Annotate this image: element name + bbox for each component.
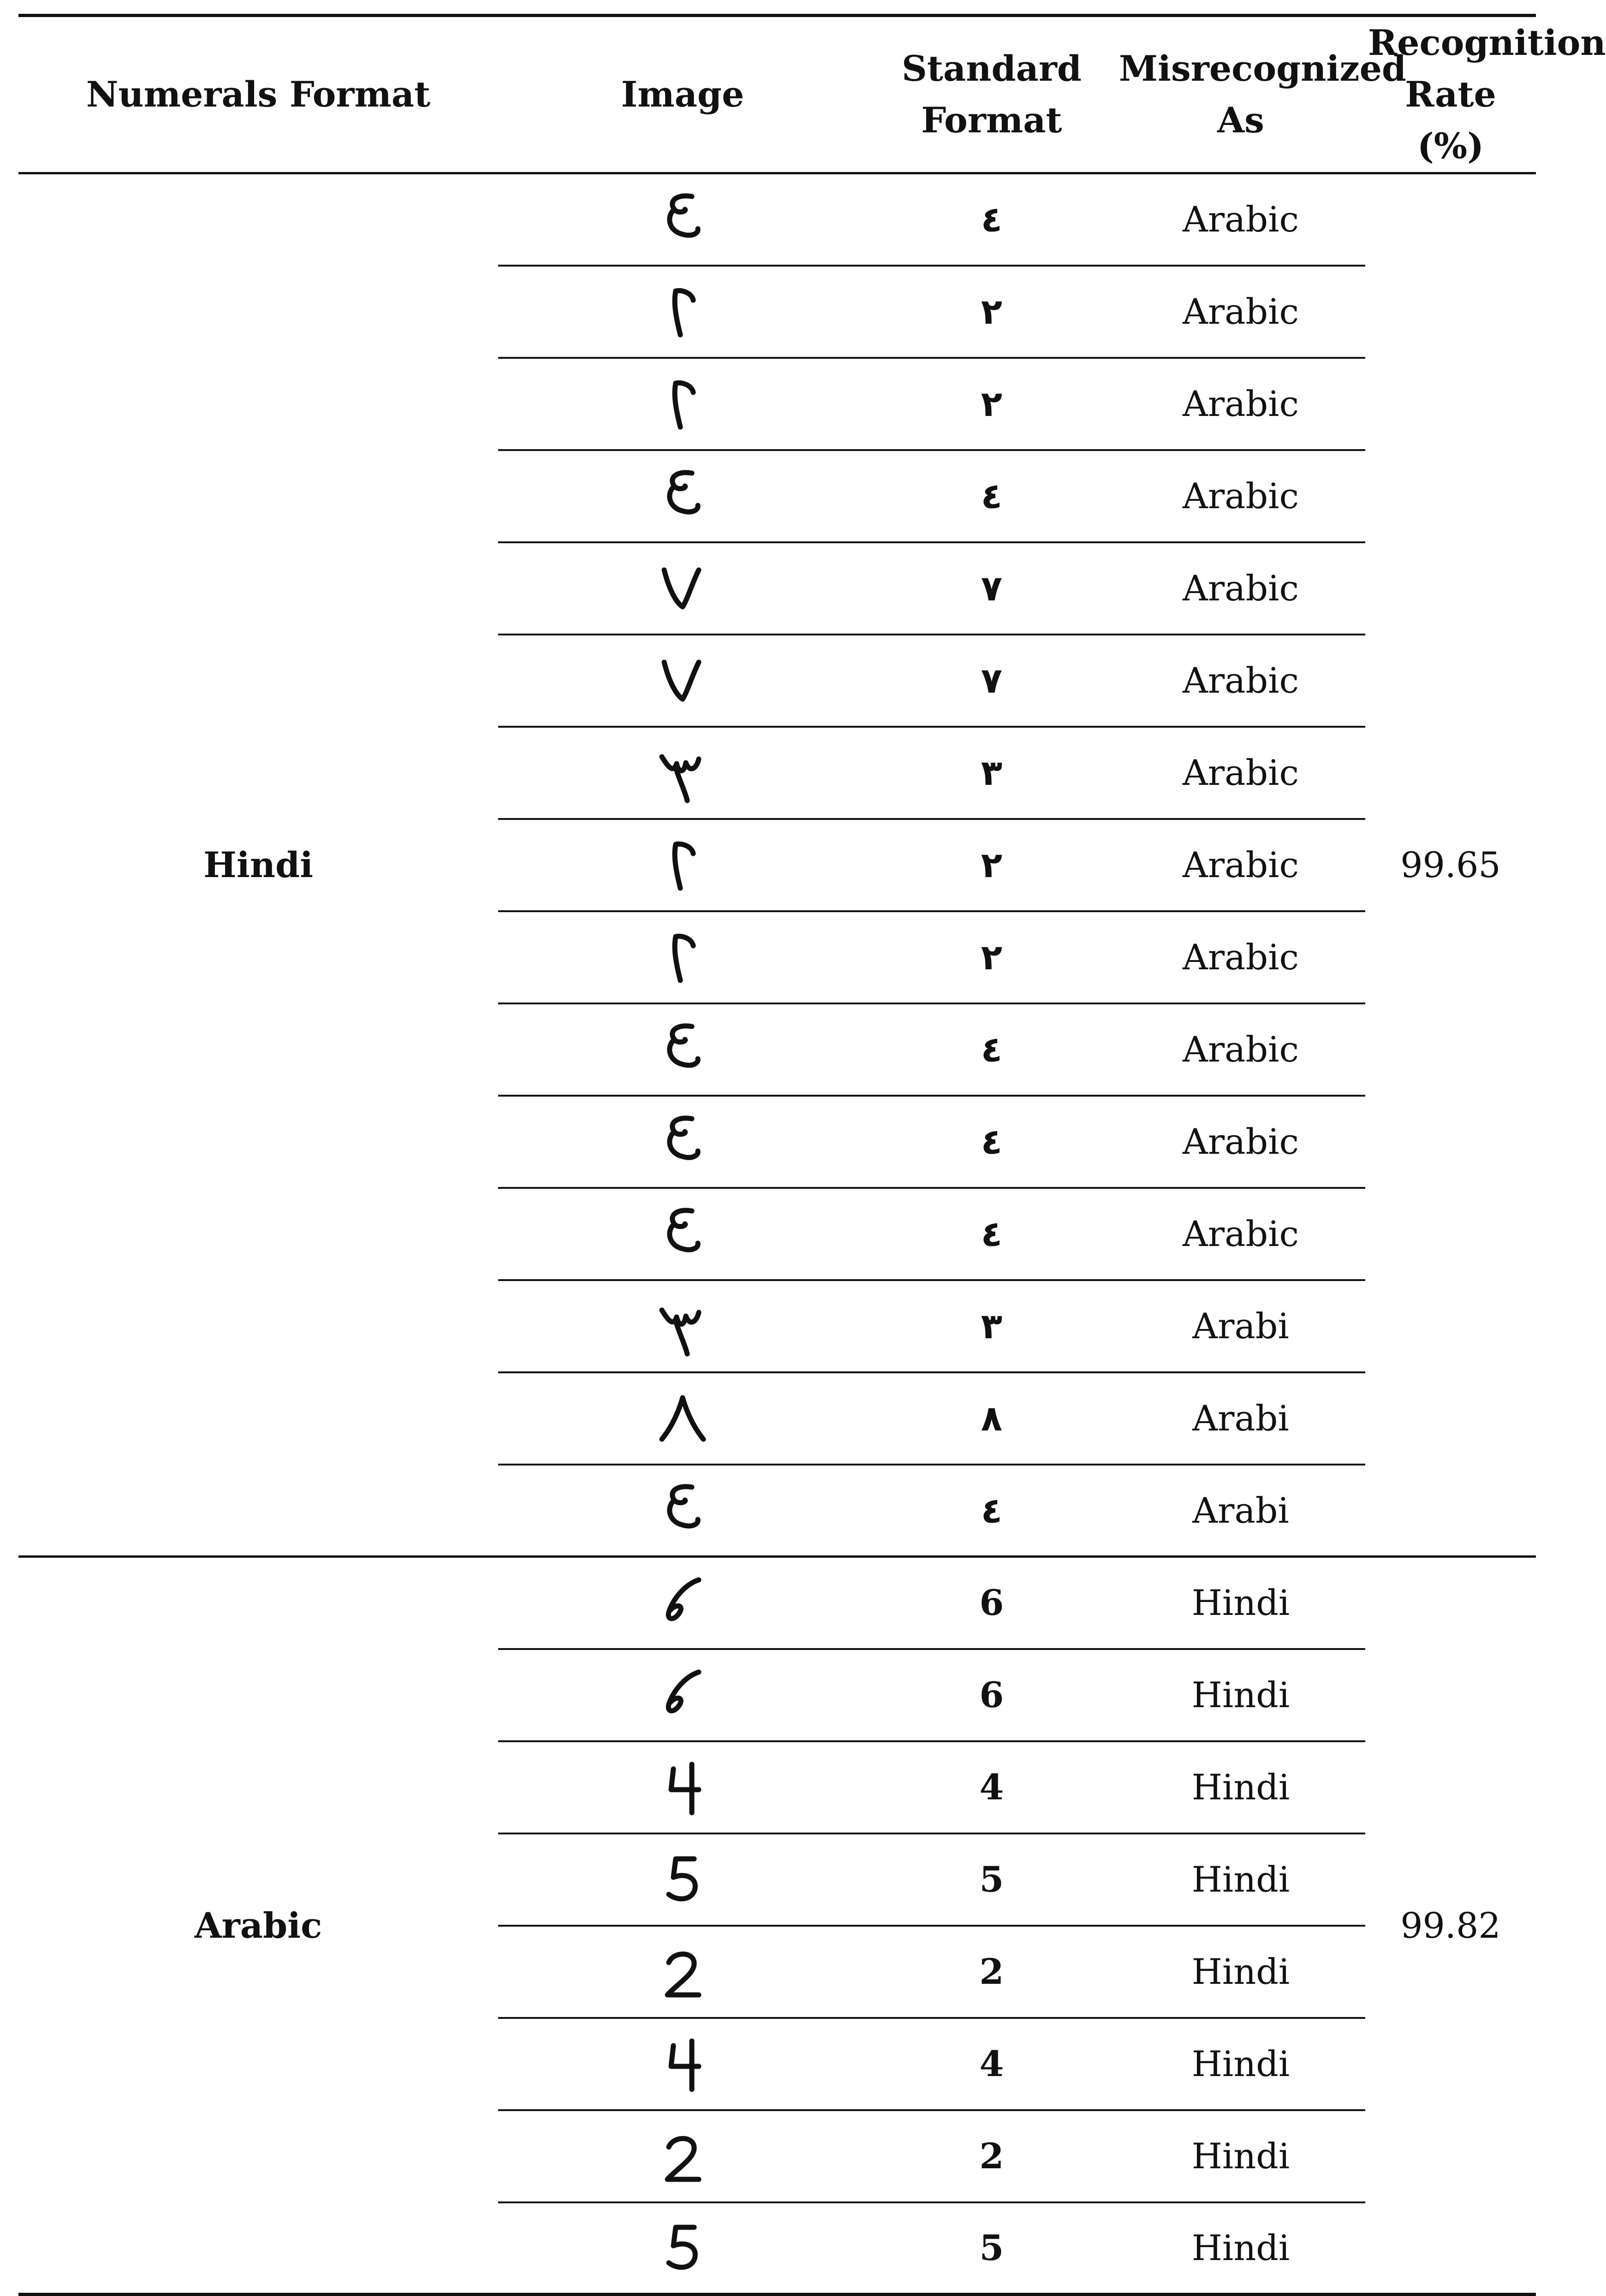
handwritten-hindi-four-icon — [648, 459, 717, 533]
standard-format-cell: 5 — [867, 1833, 1116, 1926]
standard-format-cell: ٢ — [867, 911, 1116, 1003]
standard-format-cell: ٤ — [867, 1096, 1116, 1188]
handwritten-hindi-two-icon — [648, 275, 717, 349]
header-misrecognized-as: Misrecognized As — [1119, 48, 1407, 141]
image-cell — [498, 1096, 867, 1188]
standard-format-cell: 2 — [867, 1926, 1116, 2018]
header-recognition-rate: Recognition Rate (%) — [1368, 22, 1606, 166]
standard-format-cell: ٤ — [981, 1489, 1003, 1531]
handwritten-arabic-six-icon — [648, 1658, 717, 1732]
standard-format-cell: ٢ — [867, 819, 1116, 911]
header-numerals-format: Numerals Format — [86, 74, 431, 115]
standard-format-cell: ٢ — [867, 266, 1116, 358]
handwritten-arabic-two-icon — [648, 2119, 717, 2193]
image-cell — [498, 1649, 867, 1741]
misrecognized-as-cell: Arabic — [1116, 450, 1365, 542]
group-arabic — [18, 1557, 1536, 2295]
image-cell — [498, 2018, 867, 2110]
image-cell — [498, 1557, 867, 1649]
handwritten-hindi-four-icon — [648, 1197, 717, 1271]
misrecognized-as-cell: Arabic — [1116, 911, 1365, 1003]
image-cell — [498, 450, 867, 542]
misrecognized-as-cell: Hindi — [1116, 1833, 1365, 1926]
image-cell — [498, 635, 867, 727]
standard-format-cell: ٤ — [867, 1188, 1116, 1280]
misrecognized-as-cell: Hindi — [1116, 2110, 1365, 2202]
standard-format-cell: ٨ — [867, 1372, 1116, 1465]
handwritten-hindi-three-icon — [648, 736, 717, 810]
misrecognized-as-cell: Arabic — [1116, 635, 1365, 727]
image-cell — [498, 911, 867, 1003]
handwritten-arabic-four-icon — [648, 1750, 717, 1824]
misrecognized-as-cell: Arabic — [1116, 1096, 1365, 1188]
recognition-rate-cell: 99.82 — [1400, 1904, 1501, 1946]
header-image: Image — [621, 74, 744, 115]
image-cell — [498, 1003, 867, 1096]
handwritten-hindi-two-icon — [648, 828, 717, 902]
misrecognized-as-cell: Hindi — [1191, 2227, 1290, 2269]
image-cell — [498, 2110, 867, 2202]
handwritten-hindi-eight-icon — [648, 1382, 717, 1455]
misrecognized-as-cell: Hindi — [1116, 1557, 1365, 1649]
numerals-format-cell: Hindi — [203, 844, 313, 885]
handwritten-hindi-seven-icon — [648, 552, 717, 625]
misrecognized-as-cell: Hindi — [1116, 2018, 1365, 2110]
misrecognized-as-cell: Arabi — [1116, 1372, 1365, 1465]
handwritten-hindi-two-icon — [648, 367, 717, 441]
recognition-rate-cell: 99.65 — [1400, 844, 1501, 885]
handwritten-arabic-five-icon — [648, 1843, 717, 1916]
handwritten-arabic-four-icon — [648, 2027, 717, 2101]
standard-format-cell: 2 — [867, 2110, 1116, 2202]
image-cell — [498, 1741, 867, 1833]
misrecognized-as-cell: Hindi — [1116, 1926, 1365, 2018]
misrecognized-as-cell: Arabic — [1116, 727, 1365, 819]
handwritten-arabic-two-icon — [648, 1935, 717, 2009]
group-hindi — [18, 173, 1536, 1557]
image-cell — [498, 1465, 867, 1557]
image-cell — [498, 1280, 867, 1372]
misrecognized-as-cell: Arabic — [1116, 1003, 1365, 1096]
handwritten-hindi-seven-icon — [648, 644, 717, 718]
standard-format-cell: 6 — [867, 1649, 1116, 1741]
handwritten-arabic-five-icon — [648, 2211, 717, 2285]
misrecognized-as-cell: Hindi — [1116, 1649, 1365, 1741]
standard-format-cell: ٣ — [867, 727, 1116, 819]
image-cell — [498, 1833, 867, 1926]
standard-format-cell: 6 — [867, 1557, 1116, 1649]
standard-format-cell: 4 — [867, 1741, 1116, 1833]
handwritten-hindi-four-icon — [648, 1013, 717, 1086]
image-cell — [498, 1372, 867, 1465]
handwritten-hindi-two-icon — [648, 920, 717, 994]
handwritten-hindi-three-icon — [648, 1289, 717, 1363]
numerals-format-cell: Arabic — [194, 1904, 322, 1946]
standard-format-cell: 4 — [867, 2018, 1116, 2110]
standard-format-cell: 5 — [979, 2227, 1004, 2269]
image-cell — [498, 819, 867, 911]
standard-format-cell: ٣ — [867, 1280, 1116, 1372]
table-row — [18, 1557, 1536, 1649]
misrecognized-numerals-table — [18, 14, 1606, 2296]
handwritten-hindi-four-icon — [648, 183, 717, 256]
misrecognized-as-cell: Arabic — [1116, 266, 1365, 358]
image-cell — [498, 727, 867, 819]
table-header — [18, 16, 1606, 173]
standard-format-cell: ٧ — [867, 635, 1116, 727]
image-cell — [498, 2202, 867, 2295]
image-cell — [498, 358, 867, 450]
standard-format-cell: ٧ — [867, 542, 1116, 635]
image-cell — [498, 542, 867, 635]
header-standard-format: Standard Format — [901, 48, 1082, 141]
handwritten-hindi-four-icon — [648, 1105, 717, 1179]
misrecognized-as-cell: Arabi — [1116, 1280, 1365, 1372]
image-cell — [498, 1188, 867, 1280]
misrecognized-as-cell: Arabic — [1116, 358, 1365, 450]
image-cell — [498, 1926, 867, 2018]
misrecognized-as-cell: Arabic — [1116, 173, 1365, 266]
standard-format-cell: ٤ — [867, 450, 1116, 542]
misrecognized-as-cell: Arabic — [1116, 1188, 1365, 1280]
misrecognized-as-cell: Arabi — [1192, 1489, 1289, 1531]
header-row — [18, 16, 1536, 173]
misrecognized-as-cell: Arabic — [1116, 542, 1365, 635]
misrecognized-as-cell: Hindi — [1116, 1741, 1365, 1833]
standard-format-cell: ٢ — [867, 358, 1116, 450]
handwritten-arabic-six-icon — [648, 1566, 717, 1640]
misrecognized-as-cell: Arabic — [1116, 819, 1365, 911]
handwritten-hindi-four-icon — [648, 1473, 717, 1547]
standard-format-cell: ٤ — [867, 173, 1116, 266]
image-cell — [498, 266, 867, 358]
table-row — [18, 173, 1536, 266]
standard-format-cell: ٤ — [867, 1003, 1116, 1096]
image-cell — [498, 173, 867, 266]
